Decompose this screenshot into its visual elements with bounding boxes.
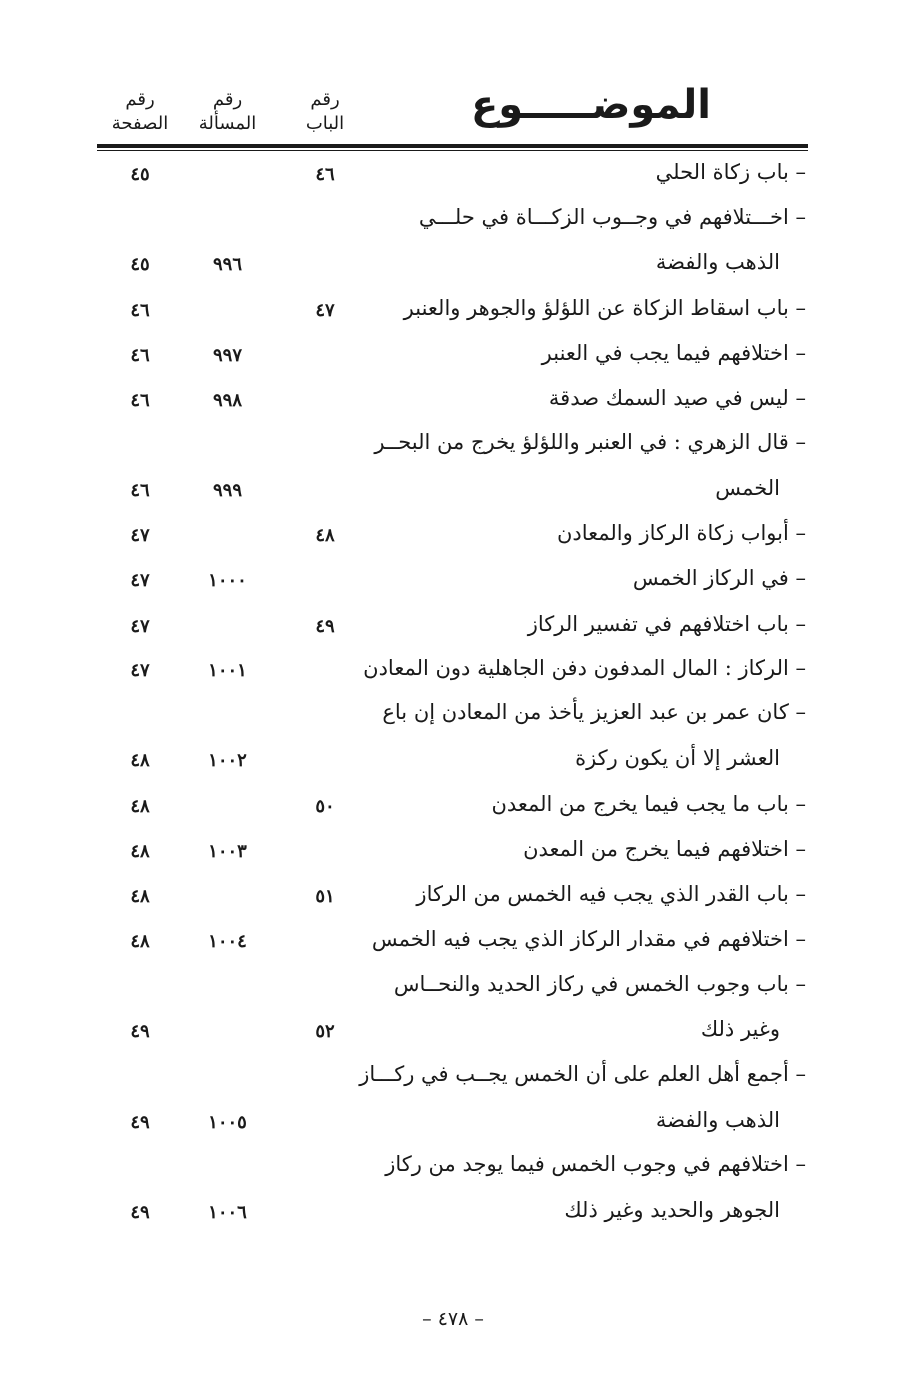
column-header-safha-line1: رقم xyxy=(125,89,155,110)
entry-masala-number: ١٠٠٠ xyxy=(208,570,247,591)
column-header-masala xyxy=(190,88,265,136)
entry-masala-number: ١٠٠٣ xyxy=(208,841,247,862)
entry-text: – كان عمر بن عبد العزيز يأخذ من المعادن إن باع xyxy=(382,700,806,724)
entry-text: – قال الزهري : في العنبر واللؤلؤ يخرج من البحــر xyxy=(374,430,806,454)
entry-masala-number: ٩٩٩ xyxy=(212,480,242,501)
entry-page-number: ٤٥ xyxy=(130,254,150,275)
entry-page-number: ٤٨ xyxy=(130,841,150,862)
entry-text: – الركاز : المال المدفون دفن الجاهلية دون المعادن xyxy=(363,656,806,680)
page-number: – ٤٧٨ – xyxy=(422,1308,484,1330)
column-header-safha xyxy=(100,88,180,136)
entry-page-number: ٤٧ xyxy=(130,570,150,591)
entry-masala-number: ١٠٠٥ xyxy=(208,1112,247,1133)
entry-text: – باب اسقاط الزكاة عن اللؤلؤ والجوهر والعنبر xyxy=(403,296,806,320)
column-header-bab-line2: الباب xyxy=(305,113,345,134)
entry-text: – أجمع أهل العلم على أن الخمس يجــب في ركـــاز xyxy=(359,1062,806,1086)
page-title: الموضـــــوع xyxy=(470,82,712,128)
entry-page-number: ٤٦ xyxy=(130,480,150,501)
entry-text: – باب ما يجب فيما يخرج من المعدن xyxy=(491,792,806,816)
entry-bab-number: ٤٦ xyxy=(315,164,335,185)
entry-page-number: ٤٩ xyxy=(130,1202,150,1223)
entry-text: الذهب والفضة xyxy=(655,1108,780,1132)
header-rule-thin xyxy=(97,150,808,151)
entry-text: – اختلافهم في مقدار الركاز الذي يجب فيه الخمس xyxy=(371,927,806,951)
column-header-bab-line1: رقم xyxy=(310,89,340,110)
entry-text: – اختلافهم في وجوب الخمس فيما يوجد من ركاز xyxy=(385,1152,806,1176)
entry-text: الخمس xyxy=(715,476,780,500)
entry-text: العشر إلا أن يكون ركزة xyxy=(575,746,780,770)
entry-text: – اخـــتلافهم في وجــوب الزكـــاة في حلـــي xyxy=(418,205,806,229)
entry-bab-number: ٤٧ xyxy=(315,300,335,321)
entry-page-number: ٤٨ xyxy=(130,886,150,907)
entry-page-number: ٤٧ xyxy=(130,660,150,681)
entry-page-number: ٤٦ xyxy=(130,390,150,411)
entry-text: – اختلافهم فيما يخرج من المعدن xyxy=(523,837,806,861)
entry-text: وغير ذلك xyxy=(700,1017,780,1041)
entry-bab-number: ٥٢ xyxy=(315,1021,335,1042)
entry-text: – ليس في صيد السمك صدقة xyxy=(548,386,806,410)
entry-bab-number: ٥٠ xyxy=(315,796,335,817)
entry-page-number: ٤٧ xyxy=(130,525,150,546)
entry-masala-number: ٩٩٧ xyxy=(212,345,242,366)
column-header-bab xyxy=(290,88,360,136)
entry-text: – باب اختلافهم في تفسير الركاز xyxy=(527,612,806,636)
entry-text: – اختلافهم فيما يجب في العنبر xyxy=(541,341,806,365)
entry-bab-number: ٤٨ xyxy=(315,525,335,546)
entry-bab-number: ٥١ xyxy=(315,886,335,907)
entry-masala-number: ١٠٠٢ xyxy=(208,750,247,771)
entry-masala-number: ١٠٠٤ xyxy=(208,931,247,952)
entry-text: – في الركاز الخمس xyxy=(632,566,806,590)
entry-masala-number: ١٠٠١ xyxy=(208,660,247,681)
column-header-masala-line1: رقم xyxy=(212,89,243,110)
entry-text: الذهب والفضة xyxy=(655,250,780,274)
entry-page-number: ٤٦ xyxy=(130,300,150,321)
entry-text: – أبواب زكاة الركاز والمعادن xyxy=(556,521,806,545)
entry-text: الجوهر والحديد وغير ذلك xyxy=(564,1198,780,1222)
column-header-masala-line2: المسألة xyxy=(198,113,257,134)
entry-page-number: ٤٨ xyxy=(130,796,150,817)
entry-page-number: ٤٩ xyxy=(130,1112,150,1133)
entry-masala-number: ١٠٠٦ xyxy=(208,1202,247,1223)
entry-page-number: ٤٦ xyxy=(130,345,150,366)
column-header-safha-line2: الصفحة xyxy=(111,113,169,134)
entry-masala-number: ٩٩٦ xyxy=(212,254,242,275)
entry-page-number: ٤٧ xyxy=(130,616,150,637)
entry-page-number: ٤٩ xyxy=(130,1021,150,1042)
entry-text: – باب القدر الذي يجب فيه الخمس من الركاز xyxy=(416,882,806,906)
entry-text: – باب وجوب الخمس في ركاز الحديد والنحــاس xyxy=(393,972,806,996)
header-rule-thick xyxy=(97,144,808,148)
entry-page-number: ٤٥ xyxy=(130,164,150,185)
entry-masala-number: ٩٩٨ xyxy=(212,390,242,411)
entry-page-number: ٤٨ xyxy=(130,931,150,952)
entry-text: – باب زكاة الحلي xyxy=(655,160,806,184)
entry-page-number: ٤٨ xyxy=(130,750,150,771)
entry-bab-number: ٤٩ xyxy=(315,616,335,637)
